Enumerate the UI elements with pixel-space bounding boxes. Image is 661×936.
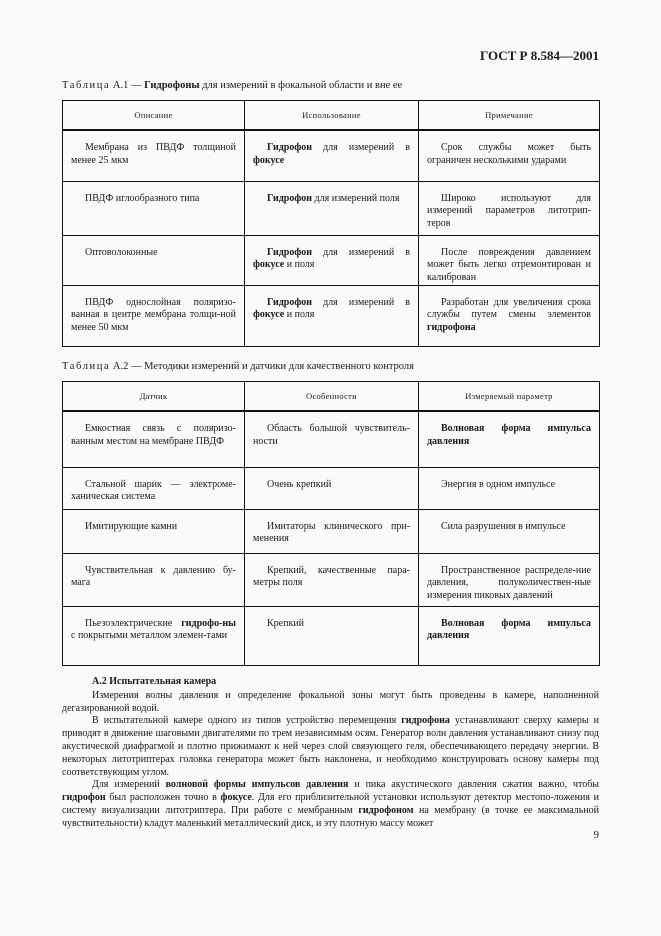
table1-caption-word: Таблица [62,80,111,91]
table-row [63,235,600,285]
table2-cell-feature: Область большой чувствитель-ности [245,411,419,467]
table1-cell-usage [245,181,419,235]
table2-cell-parameter: Сила разрушения в импульсе [419,509,600,553]
note-bold: гидрофона [427,321,476,333]
table1-cell-usage [245,285,419,346]
table2-cell-feature: Крепкий [245,606,419,665]
table2-cell-sensor: Имитирующие камни [63,509,245,553]
p3-f: фокусе [220,792,252,804]
table2-cell-parameter: Пространственное распределе-ние давления, полуколичествен-ные измерения пиковых давлений [419,553,600,606]
p3-e: был расположен точно в [109,792,217,804]
p3-b: волновой формы импульсов давления [165,779,349,791]
table-row [63,553,600,606]
table2-cell-feature: Крепкий, качественные пара-метры поля [245,553,419,606]
table1-col-note: Примечание [419,101,600,131]
table-row [63,130,600,181]
section-heading: А.2 Испытательная камера [92,676,217,687]
usage-bold2: фокусе [253,309,285,320]
usage-text: для измерений поля [314,192,400,204]
p2-b: гидрофона [401,715,450,727]
usage-text: для измерений в [323,142,410,153]
table1-caption-number: А.1 — [112,80,142,91]
table-row [63,285,600,346]
table2-col-parameter: Измеряемый параметр [419,382,600,412]
table-row [63,467,600,509]
table2-header-row [63,382,600,412]
table1-cell-usage [245,130,419,181]
usage-tail: и поля [286,309,315,320]
p3-c: и пика акустического давления сжатия важно, чтобы [354,779,600,791]
sensor-text: с покрытыми металлом элемен-тами [71,630,228,641]
table1-cell-note: После повреждения давлением может быть легко отремонтирован и калиброван [419,235,600,285]
table1-cell-note: Срок службы может быть ограничен несколькими ударами [419,130,600,181]
table1-cell-description: ПВДФ однослойная поляризо-ванная в центре мембрана толщи-ной менее 50 мкм [63,285,245,346]
table2-cell-sensor: Чувствительная к давлению бу-мага [63,553,245,606]
table1-cell-description: ПВДФ иглообразного типа [63,181,245,235]
table2-cell-sensor: Стальной шарик — электроме-ханическая система [63,467,245,509]
table2 [62,381,600,666]
sensor-bold: гидрофо-ны [181,617,236,629]
table1-caption-bold: Гидрофоны [144,80,200,91]
usage-bold: Гидрофон [267,142,313,153]
table2-cell-parameter: Волновая форма импульса давления [419,411,600,467]
p3-d: гидрофон [62,792,106,804]
table1-col-description: Описание [63,101,245,131]
table1-cell-note: Широко используют для измерений параметров литотрип-теров [419,181,600,235]
table-row [63,411,600,467]
document-code: ГОСТ Р 8.584—2001 [480,48,599,63]
table2-cell-parameter: Энергия в одном импульсе [419,467,600,509]
usage-text: для измерений в [323,296,410,308]
p3-a: Для измерений [92,779,160,791]
p2-a: В испытательной камере одного из типов устройство перемещения [92,715,397,727]
table1-header-row [63,101,600,131]
table2-cell-parameter: Волновая форма импульса давления [419,606,600,665]
usage-tail: и поля [286,259,315,270]
table1-cell-usage [245,235,419,285]
table2-cell-sensor [63,606,245,665]
table1 [62,100,600,347]
table-row [63,606,600,665]
p3-h: гидрофоном [358,804,414,816]
usage-bold2: фокусе [253,154,285,166]
paragraph-2 [62,715,599,779]
paragraph-1: Измерения волны давления и определение фокальной зоны могут быть проведены в камере, наполненной дегазированной водой. [62,689,599,714]
table2-col-sensor: Датчик [63,382,245,412]
table-row [63,509,600,553]
table2-caption-number: А.2 — [112,361,142,372]
table2-cell-feature: Очень крепкий [245,467,419,509]
table1-cell-note [419,285,600,346]
section-a2 [62,676,599,831]
table1-cell-description: Оптоволоконные [63,235,245,285]
table1-col-usage: Использование [245,101,419,131]
table2-cell-feature: Имитаторы клинического при-менения [245,509,419,553]
p3-i: на мембрану (в точке ее максимальной чувствительности) кладут маленький металлический диск, и эту плотную массу может [62,804,600,829]
table-row [63,181,600,235]
usage-bold2: фокусе [253,259,285,270]
p2-c: устанавливают сверху камеры и приводят в движение шаговыми двигателями по трем независимым осям. Генератор волн давления устанавливают снизу под акустической диафрагмой и плотно прижимают к ней через слой связующего геля, обеспечивающего передачу энергии. В некоторых литотриптерах головка генератора может быть наклонена, и необходимо конструировать основу камеры под соответствующим углом. [62,715,600,778]
table2-cell-sensor: Емкостная связь с поляризо-ванным местом на мембране ПВДФ [63,411,245,467]
usage-bold: Гидрофон [267,296,313,308]
usage-bold: Гидрофон [267,246,313,258]
table2-caption-word: Таблица [62,361,111,372]
table2-caption-rest: Методики измерений и датчики для качественного контроля [144,361,414,372]
table2-col-features: Особенности [245,382,419,412]
page-number: 9 [593,829,599,841]
table1-caption [62,80,402,91]
table2-caption [62,361,414,372]
sensor-pre: Пьезоэлектрические [85,617,173,629]
note-text: Разработан для увеличения срока службы путем смены элементов [427,296,591,320]
usage-text: для измерений в [323,246,410,258]
usage-bold: Гидрофон [267,192,313,204]
p3-g: . Для его приблизительной установки используют детектор местопо-ложения и систему визуализации литотриптера. При работе с мембранным [62,792,599,816]
table1-cell-description: Мембрана из ПВДФ толщиной менее 25 мкм [63,130,245,181]
table1-caption-rest: для измерений в фокальной области и вне ее [202,80,403,91]
paragraph-3 [62,779,599,830]
